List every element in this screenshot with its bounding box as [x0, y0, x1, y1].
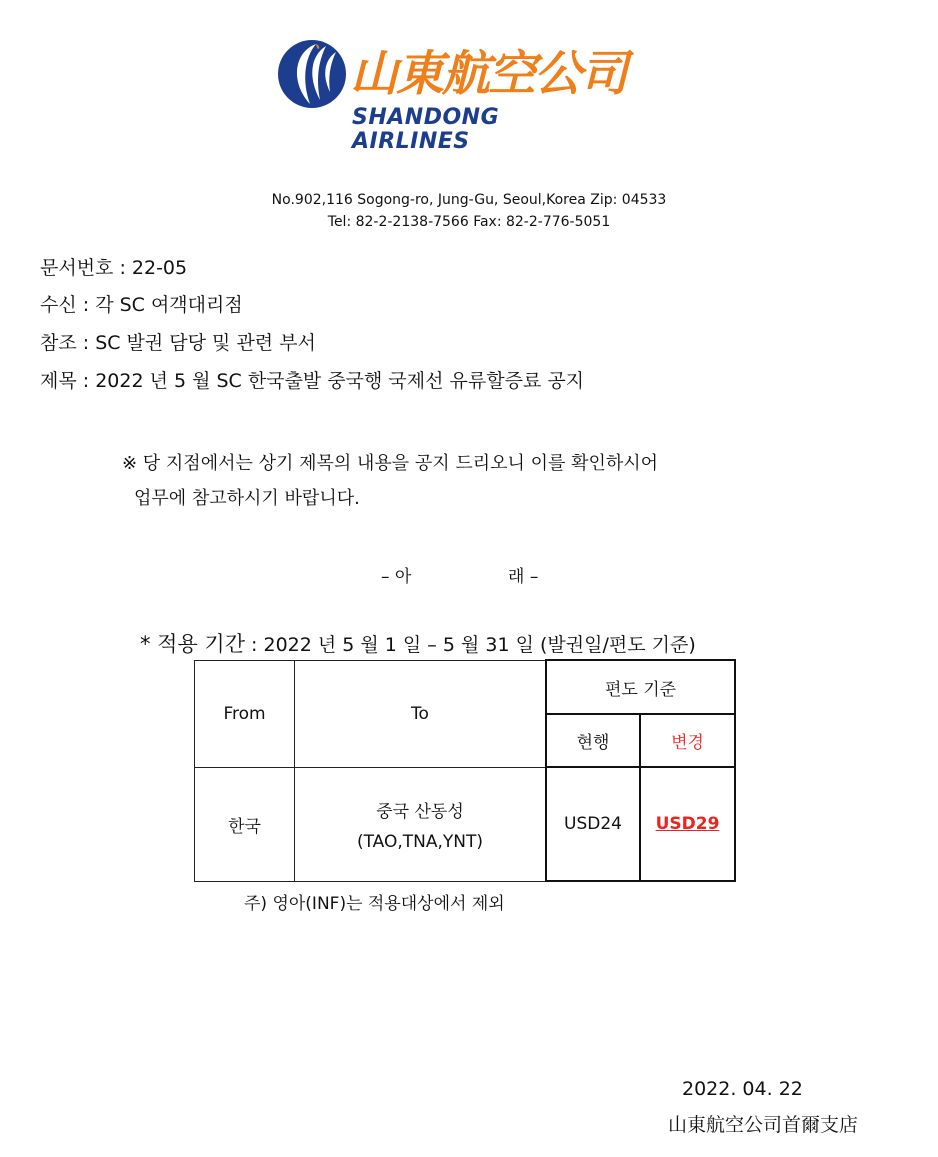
cell-changed [640, 767, 735, 881]
logo-english-name [352, 106, 592, 154]
logo-english-line2: AIRLINES [352, 129, 470, 154]
header-current: 현행 [546, 714, 640, 767]
header-basis: 편도 기준 [546, 660, 735, 714]
subject: 제목 : 2022 년 5 월 SC 한국출발 중국행 국제선 유류할증료 공지 [40, 370, 585, 392]
footnote: 주) 영아(INF)는 적용대상에서 제외 [244, 894, 505, 914]
below-heading-left: – 아 [381, 567, 412, 587]
notice-line1: ※ 당 지점에서는 상기 제목의 내용을 공지 드리오니 이를 확인하시어 [122, 453, 659, 474]
cell-from: 한국 [195, 767, 295, 881]
company-logo [272, 36, 642, 158]
period-label: * 적용 기간 [140, 632, 245, 656]
cell-to-line2: (TAO,TNA,YNT) [356, 831, 484, 852]
cell-to-line1: 중국 산동성 [376, 801, 464, 822]
contact-line: Tel: 82-2-2138-7566 Fax: 82-2-776-5051 [327, 214, 611, 230]
cell-to [295, 767, 547, 881]
cell-current: USD24 [546, 767, 640, 881]
application-period [140, 628, 696, 658]
logo-chinese-name: 山東航空公司 [350, 46, 627, 102]
address-line: No.902,116 Sogong-ro, Jung-Gu, Seoul,Korea Zip: 04533 [271, 192, 667, 208]
header-changed: 변경 [640, 714, 735, 767]
recipient: 수신 : 각 SC 여객대리점 [40, 294, 243, 316]
header-to: To [295, 660, 547, 767]
issue-date: 2022. 04. 22 [682, 1078, 803, 1100]
header-from: From [195, 660, 295, 767]
fuel-surcharge-table [194, 659, 736, 882]
reference: 참조 : SC 발권 담당 및 관련 부서 [40, 332, 316, 354]
document-number: 문서번호 : 22-05 [40, 257, 188, 279]
notice-line2: 업무에 참고하시기 바랍니다. [134, 488, 360, 509]
logo-english-line1: SHANDONG [352, 105, 500, 130]
below-heading-right: 래 – [508, 567, 539, 587]
branch-name: 山東航空公司首爾支店 [668, 1114, 859, 1136]
changed-value: USD29 [655, 814, 720, 834]
logo-emblem-icon [276, 38, 348, 110]
period-value: : 2022 년 5 월 1 일 – 5 월 31 일 (발권일/편도 기준) [245, 634, 696, 656]
